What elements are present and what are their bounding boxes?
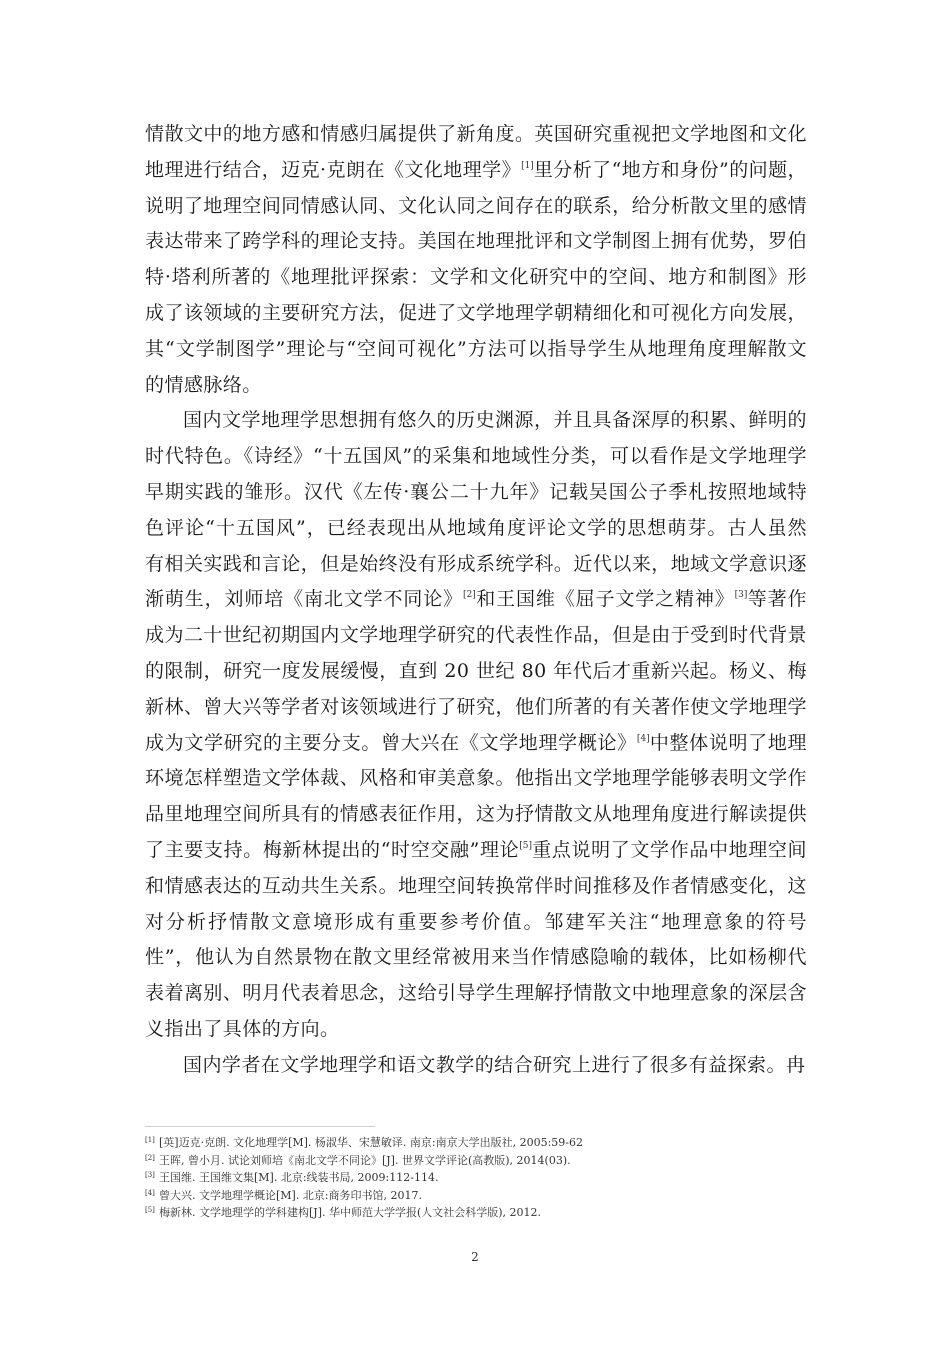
footnote-text: 梅新林. 文学地理学的学科建构[J]. 华中师范大学学报(人文社会科学版), 2012.: [159, 1206, 542, 1219]
footnote-item: [145, 1134, 807, 1152]
footnote-reference[interactable]: [4]: [636, 733, 650, 744]
body-paragraph: [145, 403, 807, 1047]
footnote-text: 王晖, 曾小月. 试论刘师培《南北文学不同论》[J]. 世界文学评论(高教版), 2014(03).: [159, 1153, 571, 1167]
paragraph-text: 里分析了“地方和身份”的问题，说明了地理空间同情感认同、文化认同之间存在的联系，给分析散文里的感情表达带来了跨学科的理论支持。美国在地理批评和文学制图上拥有优势，罗伯特·塔利所著的《地理批评探索：文学和文化研究中的空间、地方和制图》形成了该领域的主要研究方法，促进了文学地理学朝精细化和可视化方向发展，其“文学制图学”理论与“空间可视化”方法可以指导学生从地理角度理解散文的情感脉络。: [145, 158, 807, 396]
footnote-text: [英]迈克·克朗. 文化地理学[M]. 杨淑华、宋慧敏译. 南京:南京大学出版社, 2005:59-62: [159, 1136, 584, 1149]
footnote-item: [145, 1187, 807, 1205]
footnote-separator: [145, 1126, 375, 1127]
footnote-reference[interactable]: [2]: [463, 590, 476, 601]
footnote-reference[interactable]: [1]: [521, 160, 534, 171]
page-number: 2: [471, 1250, 479, 1264]
paragraph-text: 和王国维《屈子文学之精神》: [475, 588, 735, 611]
body-text: [145, 117, 807, 1084]
footnote-text: 曾大兴. 文学地理学概论[M]. 北京:商务印书馆, 2017.: [159, 1188, 423, 1202]
footnote-text: 王国维. 王国维文集[M]. 北京:线装书局, 2009:112-114.: [159, 1171, 439, 1184]
footnote-number: [2]: [145, 1153, 155, 1162]
footnote-item: [145, 1152, 807, 1170]
paragraph-text: 情散文中的地方感和情感归属提供了新角度。英国研究重视把文学地图和文化地理进行结合，迈克·克朗在《文化地理学》: [145, 123, 807, 181]
paragraph-text: 重点说明了文学作品中地理空间和情感表达的互动共生关系。地理空间转换常伴时间推移及作者情感变化，这对分析抒情散文意境形成有重要参考价值。邹建军关注“地理意象的符号性”，他认为自然景物在散文里经常被用来当作情感隐喻的载体，比如杨柳代表着离别、明月代表着思念，这给引导学生理解抒情散文中地理意象的深层含义指出了具体的方向。: [145, 838, 807, 1040]
footnote-number: [1]: [145, 1136, 155, 1144]
footnote-number: [5]: [145, 1206, 155, 1214]
footnote-number: [3]: [145, 1171, 155, 1179]
footnote-item: [145, 1204, 807, 1222]
body-paragraph: [145, 117, 807, 403]
paragraph-text: 国内文学地理学思想拥有悠久的历史渊源，并且具备深厚的积累、鲜明的时代特色。《诗经》“十五国风”的采集和地域性分类，可以看作是文学地理学早期实践的雏形。汉代《左传·襄公二十九年》记载吴国公子季札按照地域特色评论“十五国风”，已经表现出从地域角度评论文学的思想萌芽。古人虽然有相关实践和言论，但是始终没有形成系统学科。近代以来，地域文学意识逐渐萌生，刘师培《南北文学不同论》: [145, 409, 807, 611]
footnote-reference[interactable]: [3]: [734, 590, 748, 601]
footnote-item: [145, 1169, 807, 1187]
body-paragraph: [145, 1048, 807, 1084]
footnotes: [145, 1134, 807, 1222]
paragraph-text: 中整体说明了地理环境怎样塑造文学体裁、风格和审美意象。他指出文学地理学能够表明文学作品里地理空间所具有的情感表征作用，这为抒情散文从地理角度进行解读提供了主要支持。梅新林提出的“时空交融”理论: [145, 731, 807, 861]
paragraph-text: 国内学者在文学地理学和语文教学的结合研究上进行了很多有益探索。冉: [183, 1053, 806, 1076]
paragraph-text: 等著作成为二十世纪初期国内文学地理学研究的代表性作品，但是由于受到时代背景的限制，研究一度发展缓慢，直到 20 世纪 80 年代后才重新兴起。杨义、梅新林、曾大兴等学者对该领域进行了研究，他们所著的有关著作使文学地理学成为文学研究的主要分支。曾大兴在《文学地理学概论》: [145, 588, 807, 754]
footnote-number: [4]: [145, 1188, 155, 1197]
footnote-reference[interactable]: [5]: [519, 840, 533, 851]
